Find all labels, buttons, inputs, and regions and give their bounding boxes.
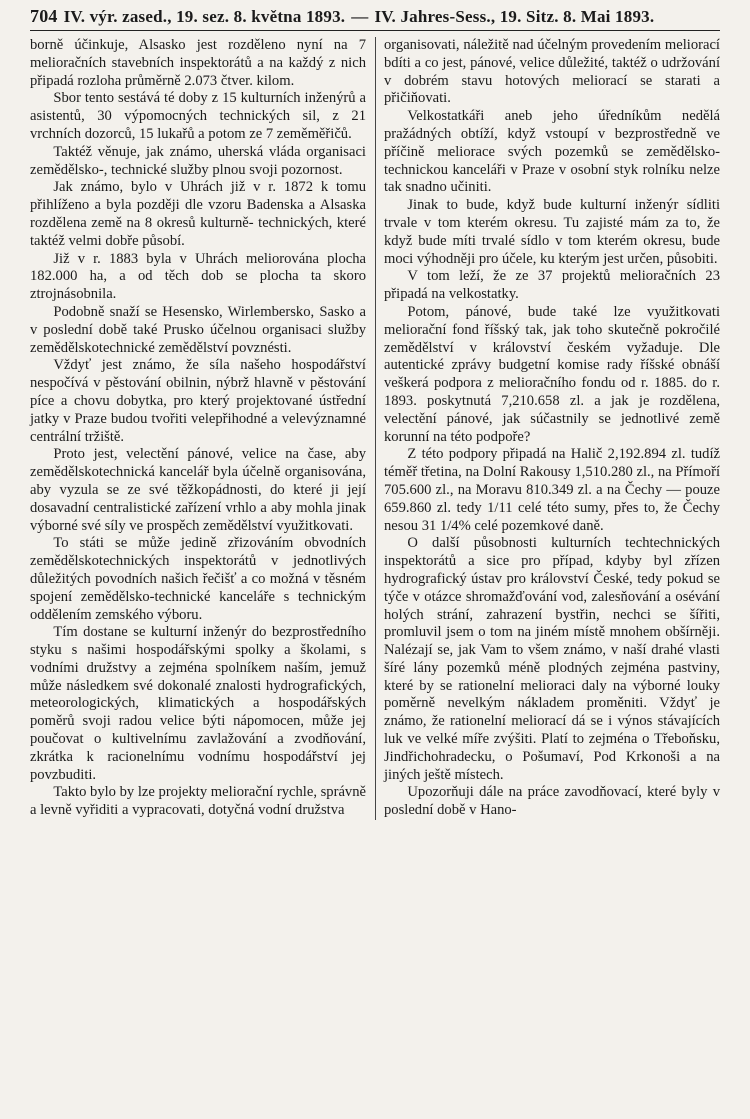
header-german-title: IV. Jahres-Sess., 19. Sitz. 8. Mai 1893. <box>374 7 655 26</box>
paragraph: Vždyť jest známo, že síla našeho hospodářství nespočívá v pěstování obilnin, nýbrž hlavně v pěstování píce a chovu dobytka, pro který projektované ústřední jatky v Praze budou tvořiti velepřihodné a velevýznamné centrální tržiště. <box>30 357 366 445</box>
paragraph: Podobně snaží se Hesensko, Wirlembersko, Sasko a v poslední době také Prusko účelnou organisaci služby zemědělskotechnické zemědělství povznésti. <box>30 303 366 356</box>
paragraph: V tom leží, že ze 37 projektů melioračních 23 připadá na velkostatky. <box>384 268 720 303</box>
paragraph: Velkostatkáři aneb jeho úředníkům nedělá pražádných obtíží, když vstoupí v bezprostředně ve příčině meliorace svých pozemků se zemědělsko-technickou kanceláři v Praze v osobní styk rolníku nelze tak snadno učiniti. <box>384 108 720 196</box>
header-czech-title: IV. výr. zased., 19. sez. 8. května 1893. <box>63 7 346 26</box>
paragraph: Potom, pánové, bude také lze využitkovati meliorační fond říšský tak, jak toho skutečně pokročilé zemědělství v království českém vyžaduje. Dle autentické zprávy budgetní komise rady říšské obnáší veškerá podpora z melioračního fondu od r. 1885. do r. 1893. poskytnutá 7,210.658 zl. a jak je rozdělena, velectění pánové, jak súčastnily se jednotlivé země korunní na této podpoře? <box>384 303 720 445</box>
right-column <box>384 37 720 820</box>
paragraph: Jinak to bude, když bude kulturní inženýr sídliti trvale v tom kterém okresu. Tu zajisté mám za to, že když bude míti trvalé sídlo v tom kterém okresu, bude moci výhodněji pro účele, ku kterým jest určen, působiti. <box>384 197 720 267</box>
paragraph: To státi se může jedině zřizováním obvodních zemědělskotechnických inspektorátů v jednotlivých důležitých povodních našich řečišť a co možná v těsném spojení zemědělsko-technické kanceláře s technickým oddělením zemského výboru. <box>30 535 366 623</box>
paragraph: Taktéž věnuje, jak známo, uherská vláda organisaci zemědělsko-, technické služby plnou svoji pozornost. <box>30 143 366 178</box>
paragraph: O další působnosti kulturních techtechnických inspektorátů a sice pro případ, kdyby byl zřízen hydrografický ústav pro království České, tedy pokud se týče v otázce shromažďování vod, zalesňování a osévání holých strání, zahrazení bystřin, nechci se šířiti, promluvil jsem o tom na jiném místě mnohem obšírněji. Nalézají se, jak Vam to všem známo, v naší drahé vlasti šíré lány pozemků méně plodných zejména pastviny, které by se rationelní melioraci daly na výborné louky poměrně nevelkým nákladem proměniti. Vždyť je známo, že rationelní meliorací dá se i výnos stávajících luk ve velké míře zvýšiti. Platí to zejména o Třeboňsku, Jindřichohradecku, o Pošumaví, Pod Krkonoši a na jiných ještě místech. <box>384 535 720 783</box>
paragraph: Již v r. 1883 byla v Uhrách meliorována plocha 182.000 ha, a od těch dob se plocha ta skoro ztrojnásobnila. <box>30 250 366 303</box>
column-divider <box>375 37 376 820</box>
text-columns <box>30 37 720 820</box>
paragraph: Takto bylo by lze projekty meliorační rychle, správně a levně vyřiditi a vypracovati, dotyčná vodní družstva <box>30 784 366 819</box>
paragraph: Sbor tento sestává té doby z 15 kulturních inženýrů a asistentů, 30 výpomocných technických sil, z 21 vrchních dozorců, 15 lukařů a potom ze 7 zeměměřičů. <box>30 90 366 142</box>
page-bottom-margin <box>30 820 720 824</box>
paragraph: borně účinkuje, Alsasko jest rozděleno nyní na 7 melioračních stavebních inspektorátů a na každý z nich připadá rozloha průměrně 2.073 čtver. kilom. <box>30 37 366 89</box>
paragraph: Jak známo, bylo v Uhrách již v r. 1872 k tomu přihlíženo a byla později dle vzoru Badenska a Alsaska rozdělena země na 8 okresů kulturně- technických, které taktéž velmi dobře působí. <box>30 179 366 249</box>
page-header <box>30 6 720 31</box>
left-column <box>30 37 366 820</box>
paragraph: organisovati, náležitě nad účelným provedením meliorací bdíti a co jest, pánové, velice důležité, taktéž o udržování v dobrém stavu hotových meliorací se starati a přičiňovati. <box>384 37 720 107</box>
paragraph: Proto jest, velectění pánové, velice na čase, aby zemědělskotechnická kancelář byla účelně organisována, aby vyzula se ze své těžkopádnosti, do které ji její dosavadní centralistické zařízení vrhlo a aby mohla jinak výborné své síly ve prospěch zemědělství využitkovati. <box>30 446 366 534</box>
page-number: 704 <box>30 6 58 26</box>
header-separator: — <box>351 7 369 26</box>
paragraph: Tím dostane se kulturní inženýr do bezprostředního styku s našimi hospodářskými spolky a školami, s vodními družstvy a zejména spolníkem naším, jemuž může následkem své dokonalé znalosti hydrografických, meteorologických, klimatických a hospodářských poměrů svoji radou velice býti nápomocen, může jej poučovat o kultivelnímu zavlažování a zvodňování, zkrátka k racionelnímu vodnímu hospodářství jej povzbuditi. <box>30 624 366 783</box>
paragraph: Upozorňuji dále na práce zavodňovací, které byly v poslední době v Hano- <box>384 784 720 819</box>
paragraph: Z této podpory připadá na Halič 2,192.894 zl. tudíž téměř třetina, na Dolní Rakousy 1,510.280 zl., na Přímoří 705.600 zl., na Moravu 810.349 zl. a na Čechy — pouze 659.860 zl. tedy 1/11 celé této sumy, přes to, že Čechy nesou 31 1/4% celé pozemkové daně. <box>384 446 720 534</box>
